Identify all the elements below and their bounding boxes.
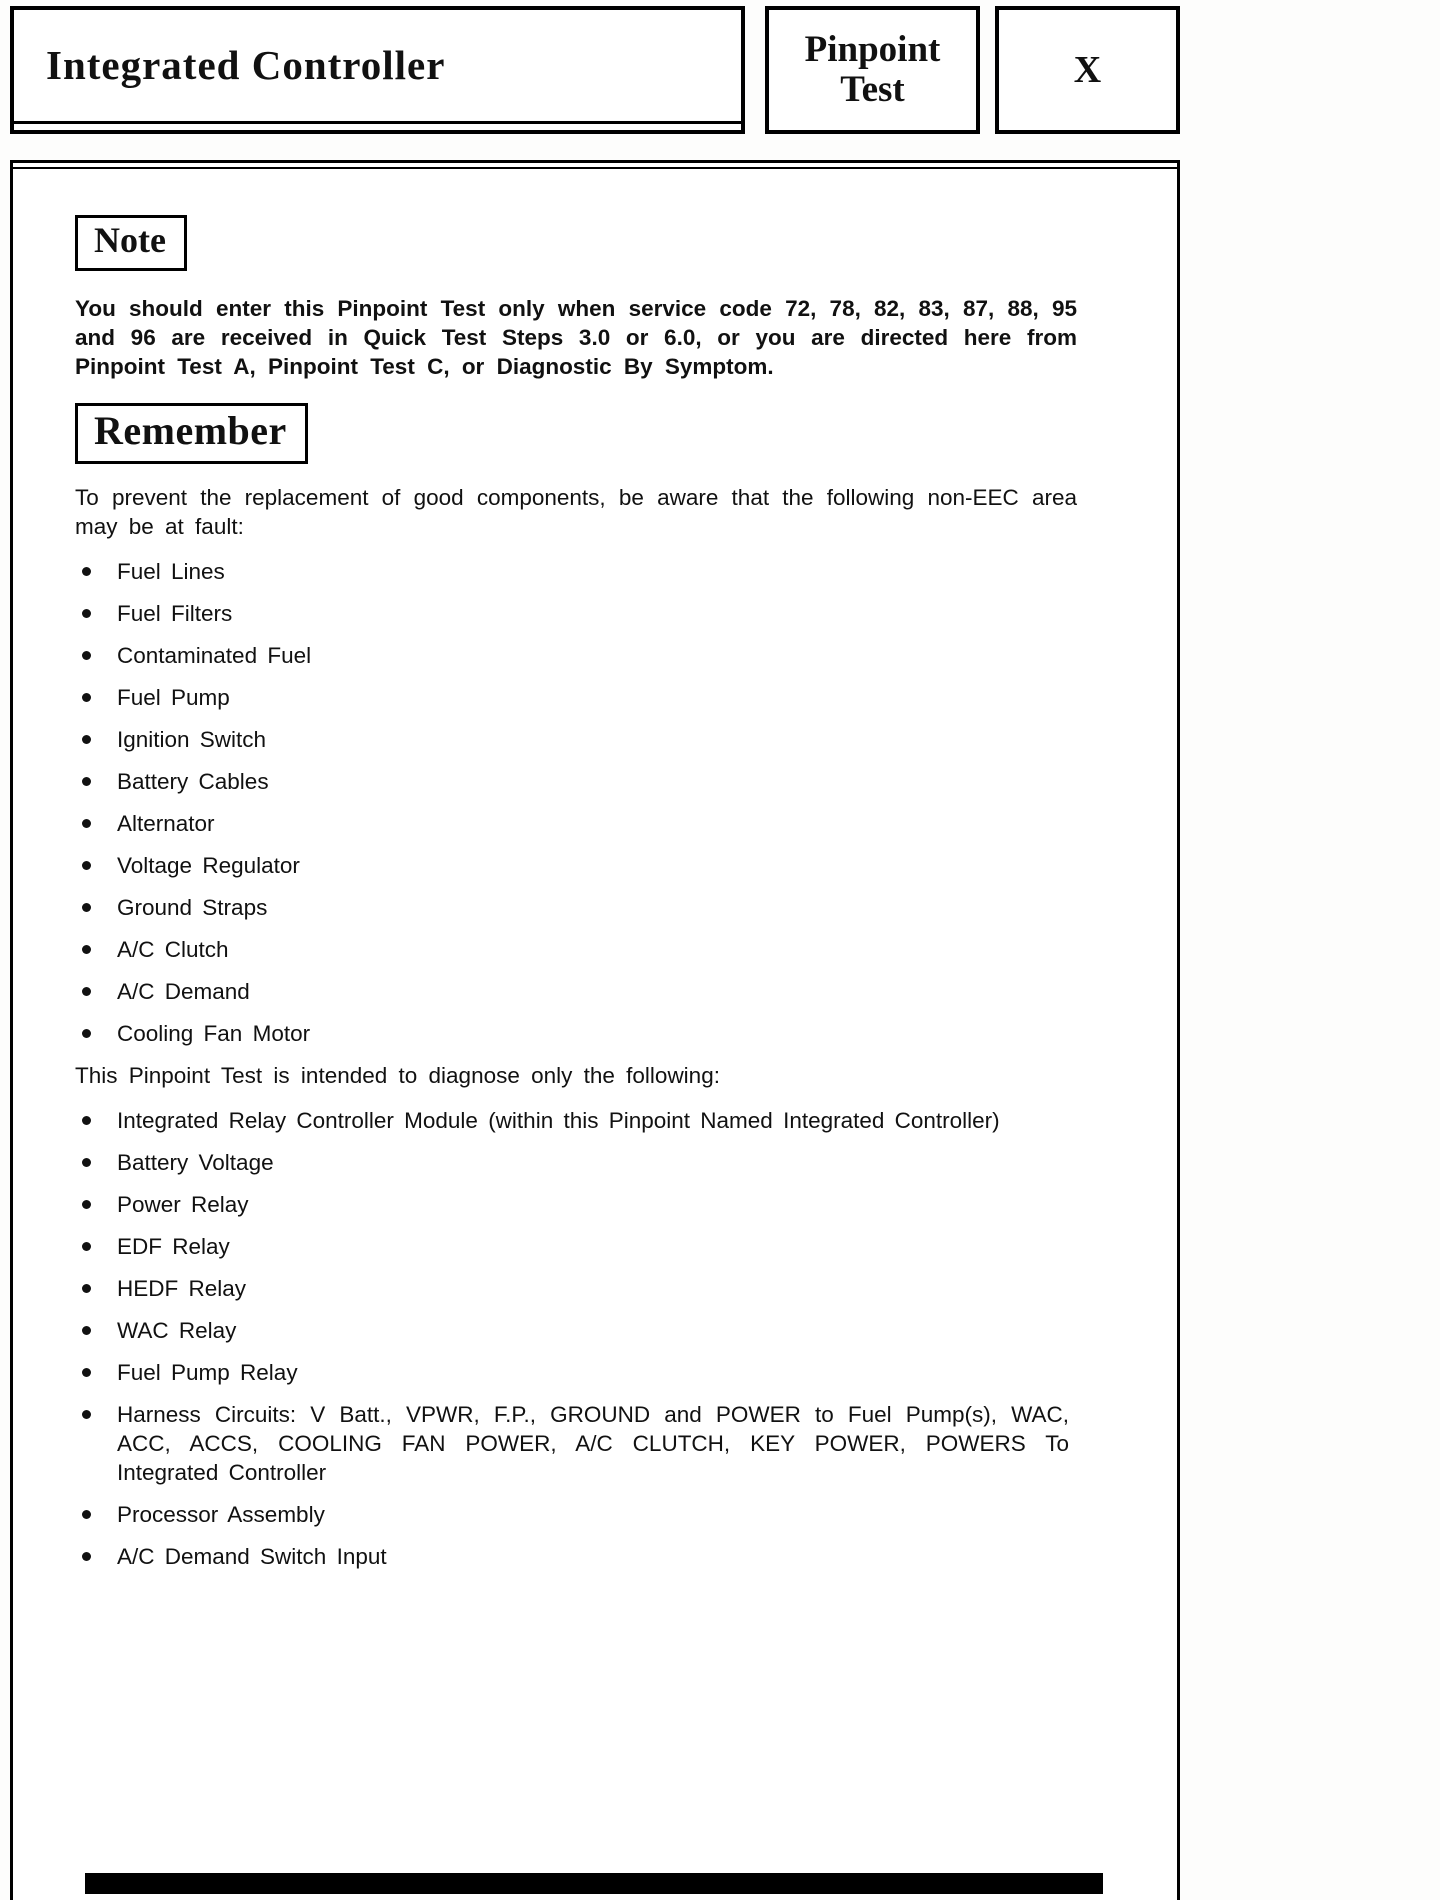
- remember-label-box: [75, 403, 308, 464]
- remember-section: [75, 403, 1077, 464]
- title-box: [10, 6, 745, 134]
- list-item: Fuel Pump: [77, 683, 1069, 712]
- list-item: Battery Cables: [77, 767, 1069, 796]
- list-item: Ground Straps: [77, 893, 1069, 922]
- note-label: Note: [94, 220, 166, 260]
- page-header: [10, 6, 1180, 134]
- list-item: Contaminated Fuel: [77, 641, 1069, 670]
- list-item: A/C Demand: [77, 977, 1069, 1006]
- list-item: Fuel Lines: [77, 557, 1069, 586]
- pinpoint-test-line2: Test: [840, 69, 905, 110]
- list-item: HEDF Relay: [77, 1274, 1069, 1303]
- remember-label: Remember: [94, 408, 287, 453]
- list-item: Fuel Pump Relay: [77, 1358, 1069, 1387]
- pinpoint-test-line1: Pinpoint: [804, 29, 941, 71]
- diagnose-list: [77, 1106, 1077, 1571]
- remember-intro: To prevent the replacement of good components, be aware that the following non-EEC area may be at fault:: [75, 485, 1077, 539]
- list-item: EDF Relay: [77, 1232, 1069, 1261]
- test-letter: X: [1073, 49, 1102, 91]
- list-item: Processor Assembly: [77, 1500, 1069, 1529]
- list-item: Integrated Relay Controller Module (within this Pinpoint Named Integrated Controller): [77, 1106, 1069, 1135]
- list-item: Alternator: [77, 809, 1069, 838]
- list-item: Power Relay: [77, 1190, 1069, 1219]
- list-item: A/C Demand Switch Input: [77, 1542, 1069, 1571]
- content-box: [10, 160, 1180, 1900]
- list-item: WAC Relay: [77, 1316, 1069, 1345]
- diagnose-intro: This Pinpoint Test is intended to diagnose only the following:: [75, 1063, 720, 1088]
- page-title: Integrated Controller: [46, 42, 446, 88]
- table-header-bar: [85, 1873, 1103, 1894]
- list-item: Cooling Fan Motor: [77, 1019, 1069, 1048]
- pinpoint-test-label: [805, 30, 941, 110]
- note-label-box: [75, 215, 187, 271]
- note-text: You should enter this Pinpoint Test only when service code 72, 78, 82, 83, 87, 88, 95 and 96 are received in Quick Test Steps 3.0 or 6.0, or you are directed here from Pinpoint Test A, Pinpoint Test C, or Diagnostic By Symptom.: [75, 296, 1077, 379]
- list-item: Harness Circuits: V Batt., VPWR, F.P., GROUND and POWER to Fuel Pump(s), WAC, ACC, ACCS, COOLING FAN POWER, A/C CLUTCH, KEY POWER, POWERS To Integrated Controller: [77, 1400, 1069, 1487]
- list-item: Fuel Filters: [77, 599, 1069, 628]
- list-item: Voltage Regulator: [77, 851, 1069, 880]
- list-item: Ignition Switch: [77, 725, 1069, 754]
- fault-list: [77, 557, 1077, 1048]
- pinpoint-test-box: [765, 6, 980, 134]
- test-letter-box: [995, 6, 1180, 134]
- list-item: A/C Clutch: [77, 935, 1069, 964]
- list-item: Battery Voltage: [77, 1148, 1069, 1177]
